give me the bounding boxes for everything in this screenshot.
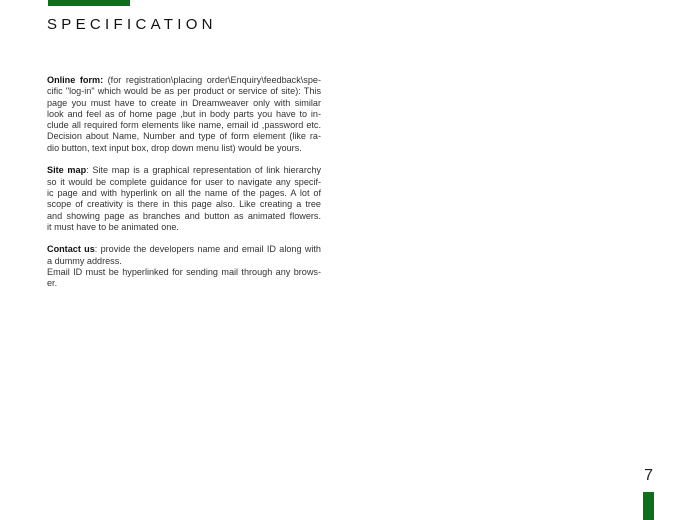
paragraph-line xyxy=(47,165,321,176)
paragraph-line: er. xyxy=(47,278,58,289)
section-online-form xyxy=(47,75,321,154)
paragraph-line: look and feel as of home page ,but in body parts you have to in- xyxy=(47,108,321,119)
paragraph-line: cific "log-in" which would be as per product or service of site): This xyxy=(47,86,321,97)
line-text: : Site map is a graphical representation of link hierarchy xyxy=(86,165,321,176)
paragraph-line: a dummy address. xyxy=(47,255,122,266)
paragraph-line: ic page and with hyperlink on all the name of the pages. A lot of xyxy=(47,187,321,198)
section-site-map xyxy=(47,165,321,233)
paragraph-line: so it would be complete guidance for user to navigate any specif- xyxy=(47,176,321,187)
paragraph-line: scope of creativity is there in this page also. Like creating a tree xyxy=(47,199,321,210)
paragraph-line: clude all required form elements like name, email id ,password etc. xyxy=(47,120,321,131)
specification-content xyxy=(47,75,321,301)
section-contact-us xyxy=(47,244,321,289)
page-number: 7 xyxy=(644,467,653,484)
line-text: : provide the developers name and email ID along with xyxy=(94,244,321,255)
paragraph-line: it must have to be animated one. xyxy=(47,221,179,232)
section-term: Site map xyxy=(47,165,87,176)
line-text: (for registration\placing order\Enquiry\feedback\spe- xyxy=(103,75,321,85)
paragraph-line: and showing page as branches and button as animated flowers. xyxy=(47,210,321,221)
paragraph-line: Decision about Name, Number and type of form element (like ra- xyxy=(47,131,321,142)
top-accent-bar xyxy=(48,0,130,6)
paragraph-line xyxy=(47,244,321,255)
section-term: Online form: xyxy=(47,75,104,85)
paragraph-line: Email ID must be hyperlinked for sending mail through any brows- xyxy=(47,267,321,278)
paragraph-line: dio button, text input box, drop down menu list) would be yours. xyxy=(47,142,302,153)
paragraph-line xyxy=(47,75,321,86)
section-term: Contact us xyxy=(47,244,95,255)
paragraph-line: page you must have to create in Dreamweaver only with similar xyxy=(47,97,321,108)
page-title: SPECIFICATION xyxy=(47,16,217,33)
bottom-accent-bar xyxy=(643,492,654,520)
